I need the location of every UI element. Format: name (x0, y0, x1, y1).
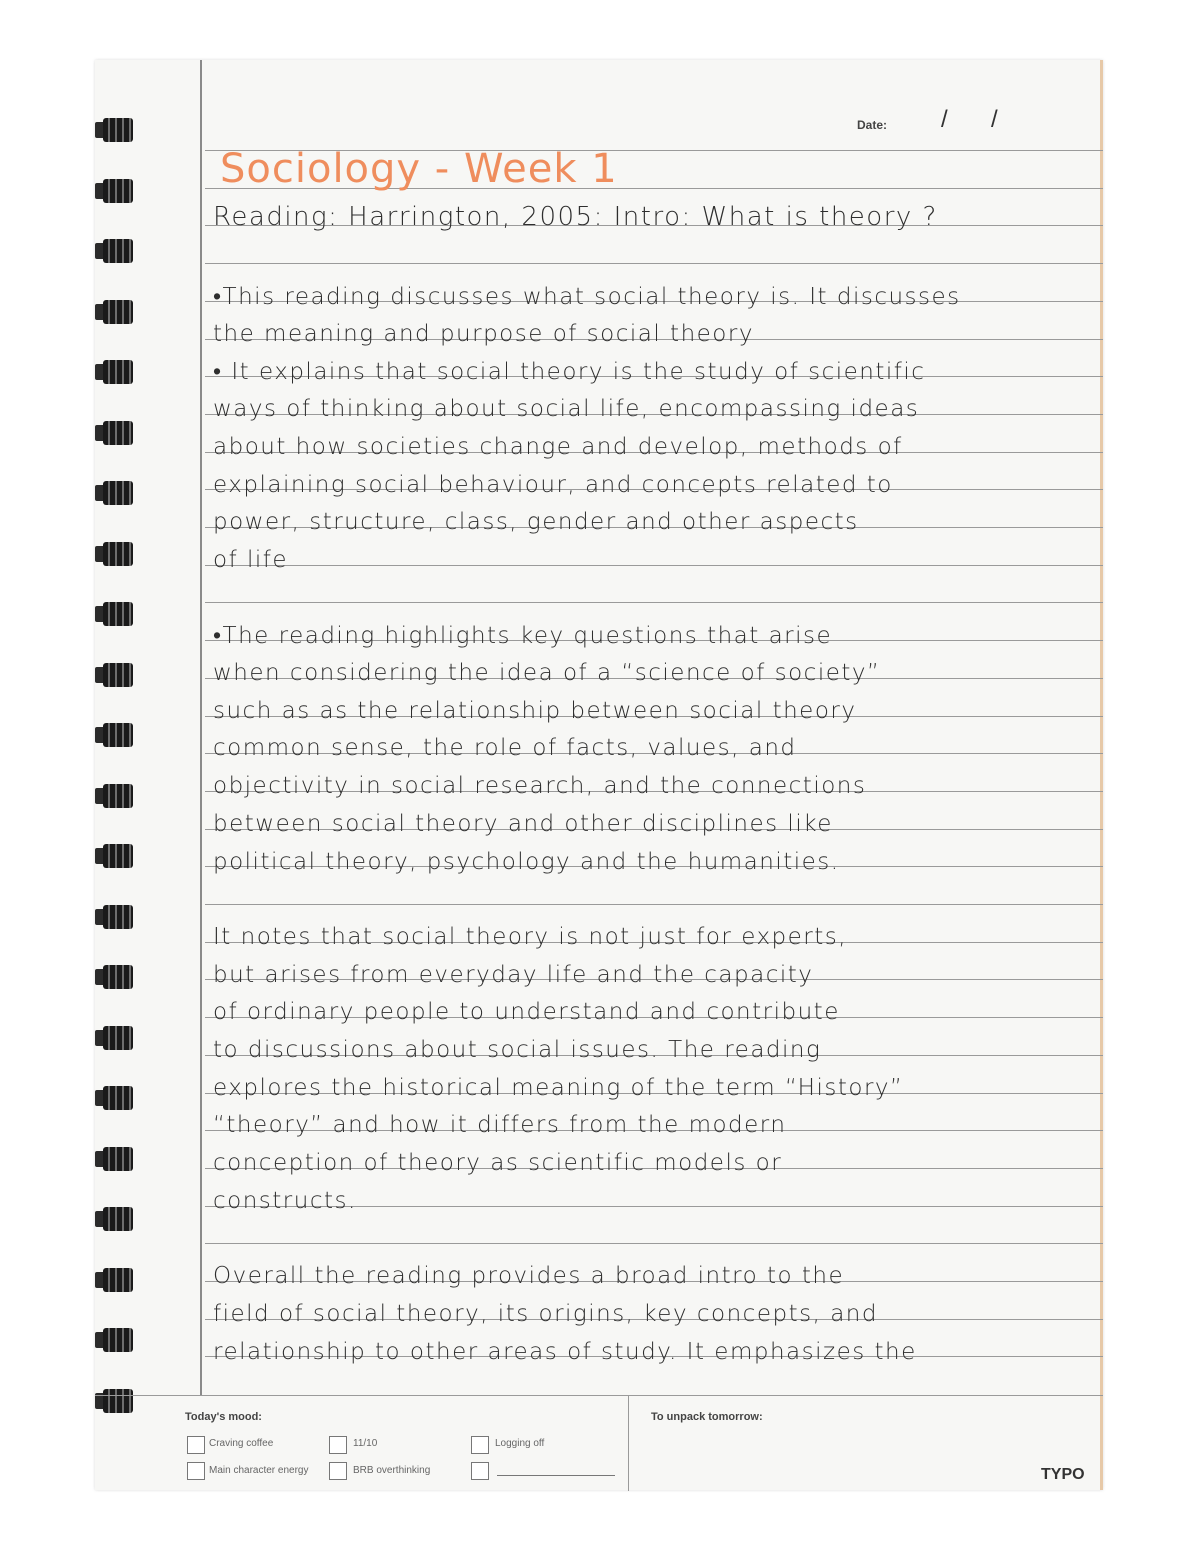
binding-ring (93, 721, 135, 751)
mood-checkbox-main-character[interactable] (187, 1462, 205, 1480)
binding-ring (93, 1326, 135, 1356)
binding-ring (93, 116, 135, 146)
unpack-label: To unpack tomorrow: (651, 1411, 763, 1423)
note-line: between social theory and other disciplines like (213, 810, 833, 837)
mood-option-label: BRB overthinking (353, 1465, 431, 1476)
note-line: but arises from everyday life and the capacity (213, 961, 814, 988)
binding-ring (93, 237, 135, 267)
note-line: of ordinary people to understand and contribute (213, 999, 840, 1026)
rule-line (205, 263, 1103, 264)
mood-option-label: 11/10 (353, 1438, 378, 1449)
binding-ring (93, 1145, 135, 1175)
note-subtitle: Reading: Harrington, 2005: Intro: What is theory ? (213, 202, 938, 232)
binding-ring (93, 298, 135, 328)
binding-ring (93, 1266, 135, 1296)
mood-label: Today's mood: (185, 1411, 262, 1423)
note-line: when considering the idea of a “science of society” (213, 660, 881, 686)
mood-option-label: Main character energy (209, 1465, 309, 1476)
margin-line (200, 60, 202, 1395)
binding-ring (93, 903, 135, 933)
note-line: political theory, psychology and the humanities. (213, 848, 840, 875)
note-line: the meaning and purpose of social theory (213, 320, 754, 347)
mood-option-label: Craving coffee (209, 1438, 274, 1449)
mood-checkbox-11-10[interactable] (329, 1436, 347, 1454)
note-line: conception of theory as scientific models or (213, 1150, 783, 1177)
binding-ring (93, 1084, 135, 1114)
note-line: explores the historical meaning of the term “History” (213, 1074, 904, 1101)
binding-ring (93, 661, 135, 691)
notebook-page (95, 60, 1103, 1490)
binding-ring (93, 540, 135, 570)
note-line: objectivity in social research, and the connections (213, 773, 867, 800)
note-line: common sense, the role of facts, values, and (213, 735, 797, 762)
note-line: explaining social behaviour, and concepts related to (213, 471, 893, 498)
mood-checkbox-logging-off[interactable] (471, 1436, 489, 1454)
page-footer (95, 1395, 1103, 1491)
note-line: about how societies change and develop, methods of (213, 433, 903, 460)
rule-line (205, 602, 1103, 603)
brand-logo: TYPO (1041, 1466, 1085, 1483)
binding-ring (93, 479, 135, 509)
note-line: Overall the reading provides a broad intro to the (213, 1263, 845, 1290)
binding-ring (93, 842, 135, 872)
binding-ring (93, 358, 135, 388)
note-line: power, structure, class, gender and other aspects (213, 509, 859, 536)
note-line: constructs. (213, 1187, 357, 1214)
mood-option-label: Logging off (495, 1438, 545, 1449)
rule-line (205, 565, 1103, 566)
binding-ring (93, 177, 135, 207)
rule-line (205, 1243, 1103, 1244)
note-title: Sociology - Week 1 (220, 146, 618, 192)
date-separator: / (941, 106, 948, 133)
binding-ring (93, 1024, 135, 1054)
rule-line (205, 904, 1103, 905)
note-line: ways of thinking about social life, encompassing ideas (213, 396, 920, 423)
binding-ring (93, 1205, 135, 1235)
note-line: “theory” and how it differs from the modern (213, 1112, 787, 1139)
mood-checkbox-custom[interactable] (471, 1462, 489, 1480)
note-line: •This reading discusses what social theory is. It discusses (213, 284, 961, 310)
note-line: • It explains that social theory is the study of scientific (213, 359, 926, 386)
binding-ring (93, 782, 135, 812)
date-separator: / (991, 106, 998, 133)
note-line: •The reading highlights key questions that arise (213, 623, 833, 650)
note-line: such as as the relationship between social theory (213, 697, 857, 724)
mood-checkbox-brb-overthinking[interactable] (329, 1462, 347, 1480)
page-edge (1100, 60, 1103, 1490)
note-line: It notes that social theory is not just for experts, (213, 923, 848, 950)
note-line: relationship to other areas of study. It emphasizes the (213, 1338, 917, 1365)
note-line: to discussions about social issues. The reading (213, 1037, 822, 1063)
note-line: of life (213, 546, 289, 573)
binding-ring (93, 600, 135, 630)
binding-ring (93, 963, 135, 993)
custom-mood-line (497, 1475, 615, 1476)
date-label: Date: (857, 118, 888, 132)
binding-ring (93, 419, 135, 449)
note-line: field of social theory, its origins, key concepts, and (213, 1300, 878, 1327)
footer-divider (628, 1396, 629, 1491)
mood-checkbox-craving-coffee[interactable] (187, 1436, 205, 1454)
